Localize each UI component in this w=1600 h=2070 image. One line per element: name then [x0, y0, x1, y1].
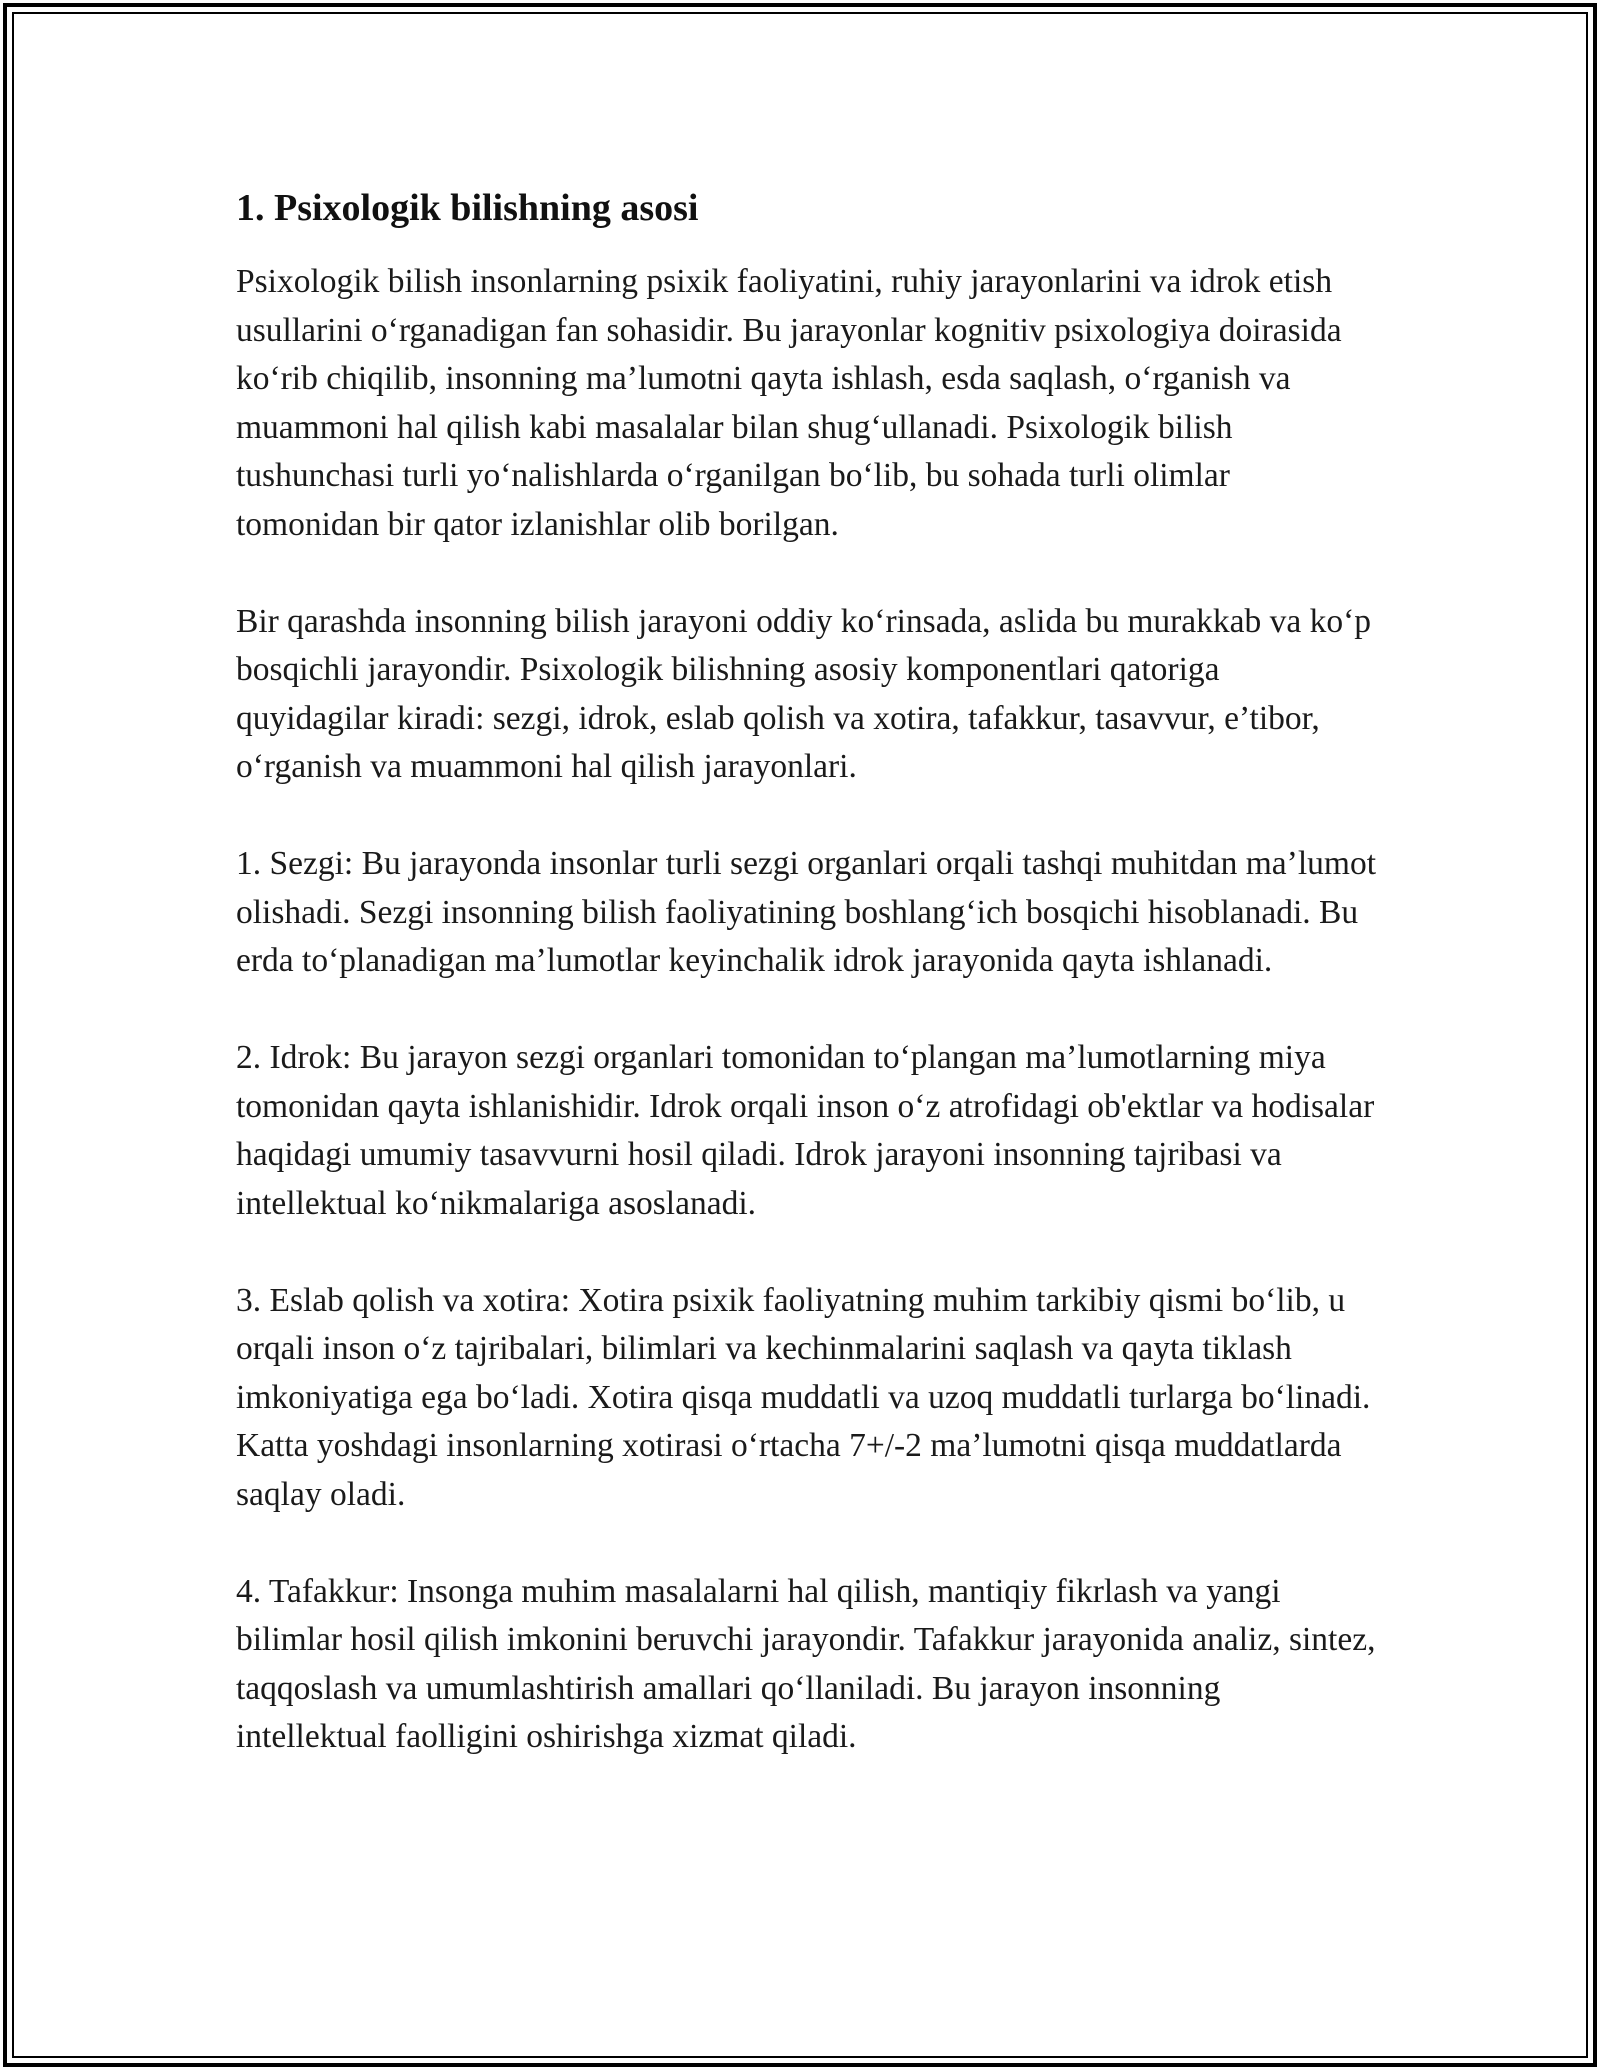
section-heading: 1. Psixologik bilishning asosi [236, 187, 699, 229]
paragraph-sezgi: 1. Sezgi: Bu jarayonda insonlar turli sezgi organlari orqali tashqi muhitdan ma’lumot olishadi. Sezgi insonning bilish faoliyatining boshlang‘ich bosqichi hisoblanadi. Bu erda to‘planadigan ma’lumotlar keyinchalik idrok jarayonida qayta ishlanadi. [236, 845, 1376, 979]
paragraph-idrok: 2. Idrok: Bu jarayon sezgi organlari tomonidan to‘plangan ma’lumotlarning miya tomonidan qayta ishlanishidir. Idrok orqali inson o‘z atrofidagi ob'ektlar va hodisalar haqidagi umumiy tasavvurni hosil qiladi. Idrok jarayoni insonning tajribasi va intellektual ko‘nikmalariga asoslanadi. [236, 1039, 1375, 1222]
paragraph-xotira: 3. Eslab qolish va xotira: Xotira psixik faoliyatning muhim tarkibiy qismi bo‘lib, u orqali inson o‘z tajribalari, bilimlari va kechinmalarini saqlash va qayta tiklash imkoniyatiga ega bo‘ladi. Xotira qisqa muddatli va uzoq muddatli turlarga bo‘linadi. Katta yoshdagi insonlarning xotirasi o‘rtacha 7+/-2 ma’lumotni qisqa muddatlarda saqlay oladi. [236, 1281, 1371, 1513]
paragraph-tafakkur: 4. Tafakkur: Insonga muhim masalalarni hal qilish, mantiqiy fikrlash va yangi bilimlar hosil qilish imkonini beruvchi jarayondir. Tafakkur jarayonida analiz, sintez, taqqoslash va umumlashtirish amallari qo‘llaniladi. Bu jarayon insonning intellektual faolligini oshirishga xizmat qiladi. [236, 1572, 1376, 1755]
paragraph-intro: Psixologik bilish insonlarning psixik faoliyatini, ruhiy jarayonlarini va idrok etish usullarini o‘rganadigan fan sohasidir. Bu jarayonlar kognitiv psixologiya doirasida ko‘rib chiqilib, insonning ma’lumotni qayta ishlash, esda saqlash, o‘rganish va muammoni hal qilish kabi masalalar bilan shug‘ullanadi. Psixologik bilish tushunchasi turli yo‘nalishlarda o‘rganilgan bo‘lib, bu sohada turli olimlar tomonidan bir qator izlanishlar olib borilgan. [236, 263, 1342, 543]
document-body [236, 184, 1376, 1810]
paragraph-components: Bir qarashda insonning bilish jarayoni oddiy ko‘rinsada, aslida bu murakkab va ko‘p bosqichli jarayondir. Psixologik bilishning asosiy komponentlari qatoriga quyidagilar kiradi: sezgi, idrok, eslab qolish va xotira, tafakkur, tasavvur, e’tibor, o‘rganish va muammoni hal qilish jarayonlari. [236, 602, 1372, 785]
